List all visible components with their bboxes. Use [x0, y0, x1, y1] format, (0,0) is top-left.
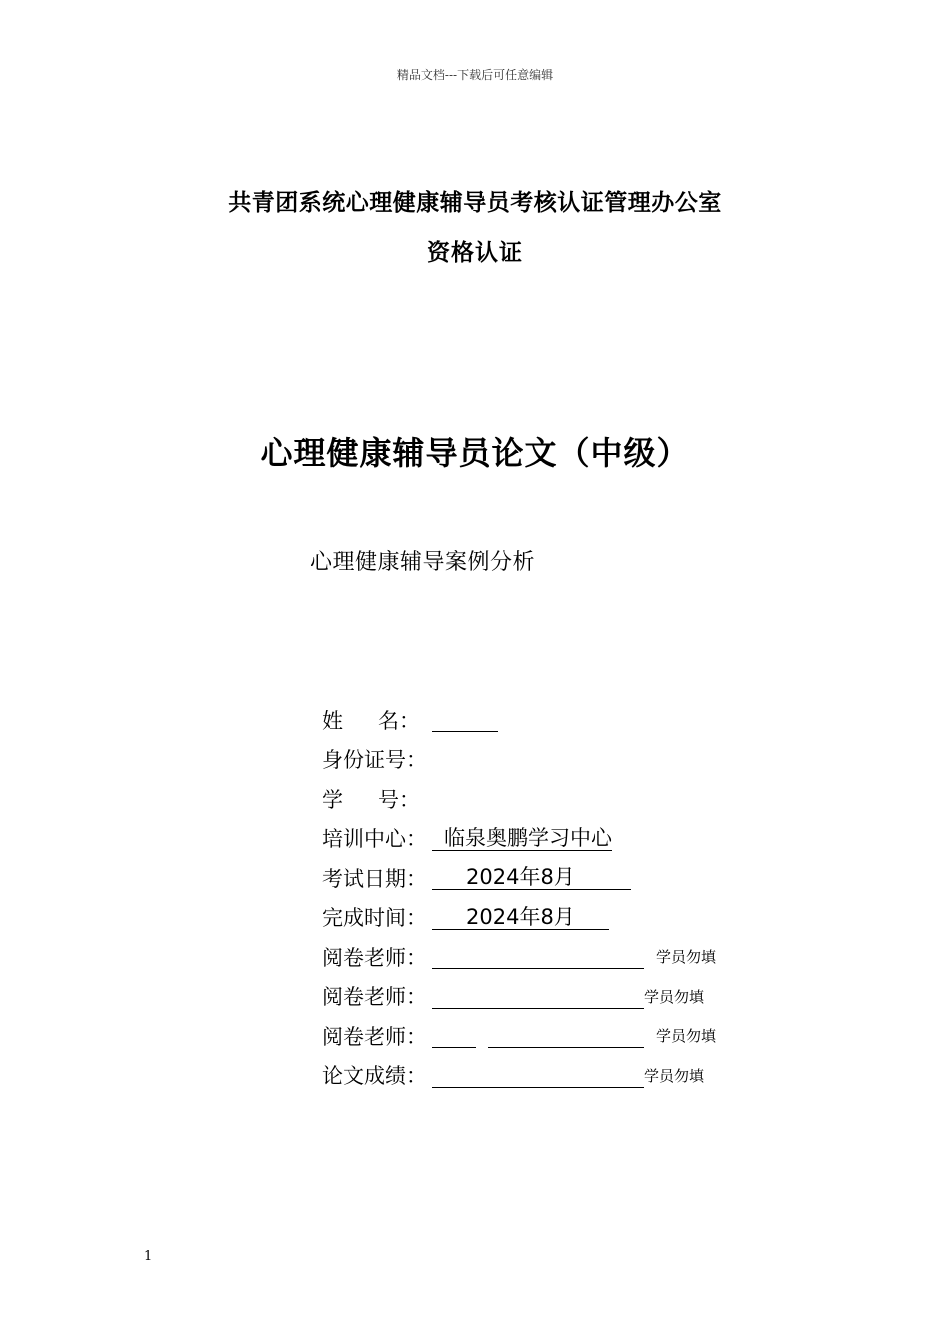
student-number-row — [322, 779, 842, 819]
reviewer-note-3: 学员勿填 — [656, 1027, 717, 1046]
student-number-label: 学 号： — [322, 787, 420, 812]
exam-date-row — [322, 858, 842, 898]
training-center-label: 培训中心： — [322, 827, 427, 852]
name-blank[interactable] — [432, 707, 498, 732]
finish-date-value: 2024年8月 — [432, 905, 609, 930]
score-note: 学员勿填 — [644, 1066, 705, 1085]
finish-date-label: 完成时间： — [322, 906, 427, 931]
reviewer-blank-3b[interactable] — [488, 1023, 644, 1048]
name-row — [322, 700, 842, 740]
organization-subtitle: 资格认证 — [427, 240, 523, 266]
reviewer-blank-3a[interactable] — [432, 1023, 476, 1048]
finish-date-row — [322, 898, 842, 938]
score-blank[interactable] — [432, 1063, 644, 1088]
reviewer-note-1: 学员勿填 — [656, 948, 717, 967]
exam-date-label: 考试日期： — [322, 866, 427, 891]
reviewer-blank-2[interactable] — [432, 984, 644, 1009]
score-row — [322, 1056, 842, 1096]
score-label: 论文成绩： — [322, 1064, 427, 1089]
reviewer-label-3: 阅卷老师： — [322, 1024, 427, 1049]
training-center-value: 临泉奥鹏学习中心 — [432, 826, 612, 851]
thesis-subtitle: 心理健康辅导案例分析 — [310, 550, 536, 575]
reviewer-note-2: 学员勿填 — [644, 987, 705, 1006]
training-center-row — [322, 819, 842, 859]
page-header-note: 精品文档---下载后可任意编辑 — [396, 68, 554, 82]
reviewer-label-1: 阅卷老师： — [322, 945, 427, 970]
page-number: 1 — [144, 1249, 153, 1264]
reviewer-label-2: 阅卷老师： — [322, 985, 427, 1010]
reviewer-row-2 — [322, 977, 842, 1017]
name-label: 姓 名： — [322, 708, 420, 733]
reviewer-row-3 — [322, 1016, 842, 1056]
reviewer-blank-1[interactable] — [432, 944, 644, 969]
organization-title: 共青团系统心理健康辅导员考核认证管理办公室 — [228, 190, 722, 216]
student-info-list — [322, 700, 842, 1095]
thesis-title: 心理健康辅导员论文（中级） — [260, 434, 690, 472]
reviewer-row-1 — [322, 937, 842, 977]
id-number-label: 身份证号： — [322, 748, 427, 773]
id-number-row — [322, 740, 842, 780]
exam-date-value: 2024年8月 — [432, 865, 631, 890]
